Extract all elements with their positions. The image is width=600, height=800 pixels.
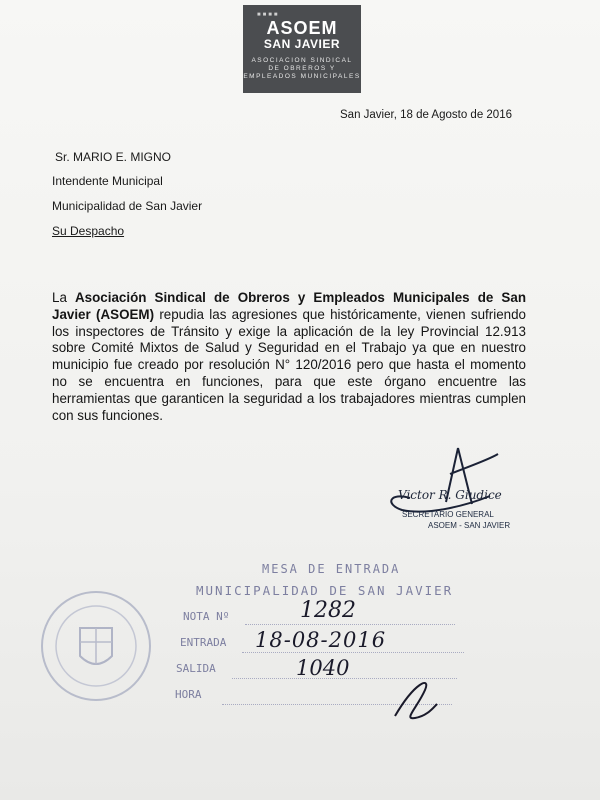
recipient-despacho: Su Despacho bbox=[52, 224, 125, 238]
entrada-line bbox=[242, 652, 464, 653]
nota-label: NOTA Nº bbox=[183, 610, 230, 623]
seal-emblem bbox=[40, 590, 152, 702]
logo-title: ASOEM bbox=[266, 18, 338, 38]
salida-value: 1040 bbox=[296, 656, 350, 680]
nota-line bbox=[245, 624, 455, 625]
nota-value: 1282 bbox=[300, 598, 356, 623]
letter-date: San Javier, 18 de Agosto de 2016 bbox=[340, 109, 512, 121]
body-start: La bbox=[52, 290, 75, 305]
logo-dots: ■■■■ bbox=[257, 12, 280, 18]
municipal-seal bbox=[40, 590, 152, 702]
stamp-line-2: MUNICIPALIDAD DE SAN JAVIER bbox=[196, 583, 454, 598]
signature-block bbox=[380, 440, 540, 540]
letter-body bbox=[52, 290, 526, 424]
logo-tag-1: ASOCIACION SINDICAL bbox=[251, 57, 353, 64]
recipient-name: Sr. MARIO E. MIGNO bbox=[55, 150, 172, 164]
body-rest: repudia las agresiones que históricamente, vienen sufriendo los inspectores de Tránsito y exige la aplicación de la ley Provincial 12.913 sobre Comité Mixtos de Salud y Seguridad en el Trabajo ya que en nuestro municipio fue creado por resolución N° 120/2016 pero que hasta el momento no se encuentra en funciones, para que este órgano encuentre las herramientas que garanticen la seguridad a los trabajadores mientras cumplen con sus funciones. bbox=[52, 306, 526, 423]
asoem-logo bbox=[243, 5, 361, 93]
signature-org: ASOEM - SAN JAVIER bbox=[428, 521, 511, 530]
salida-label: SALIDA bbox=[176, 662, 216, 675]
logo-tag-2: DE OBREROS Y bbox=[268, 65, 336, 72]
entrada-label: ENTRADA bbox=[180, 636, 227, 649]
hora-label: HORA bbox=[175, 688, 202, 701]
logo-tagline bbox=[243, 57, 361, 81]
hora-scribble bbox=[385, 668, 445, 728]
recipient-office: Municipalidad de San Javier bbox=[52, 199, 203, 213]
recipient-role: Intendente Municipal bbox=[52, 174, 163, 188]
organization-name: Asociación Sindical de Obreros y Empleados Municipales de San Javier (ASOEM) bbox=[52, 290, 526, 322]
signature-handwritten: Victor R. Giudice bbox=[398, 488, 502, 502]
logo-tag-3: EMPLEADOS MUNICIPALES bbox=[243, 73, 361, 80]
signature-title: SECRETARIO GENERAL bbox=[402, 510, 494, 519]
stamp-line-1: MESA DE ENTRADA bbox=[262, 562, 401, 576]
entrada-value: 18-08-2016 bbox=[255, 628, 387, 652]
logo-subtitle: SAN JAVIER bbox=[263, 37, 341, 51]
